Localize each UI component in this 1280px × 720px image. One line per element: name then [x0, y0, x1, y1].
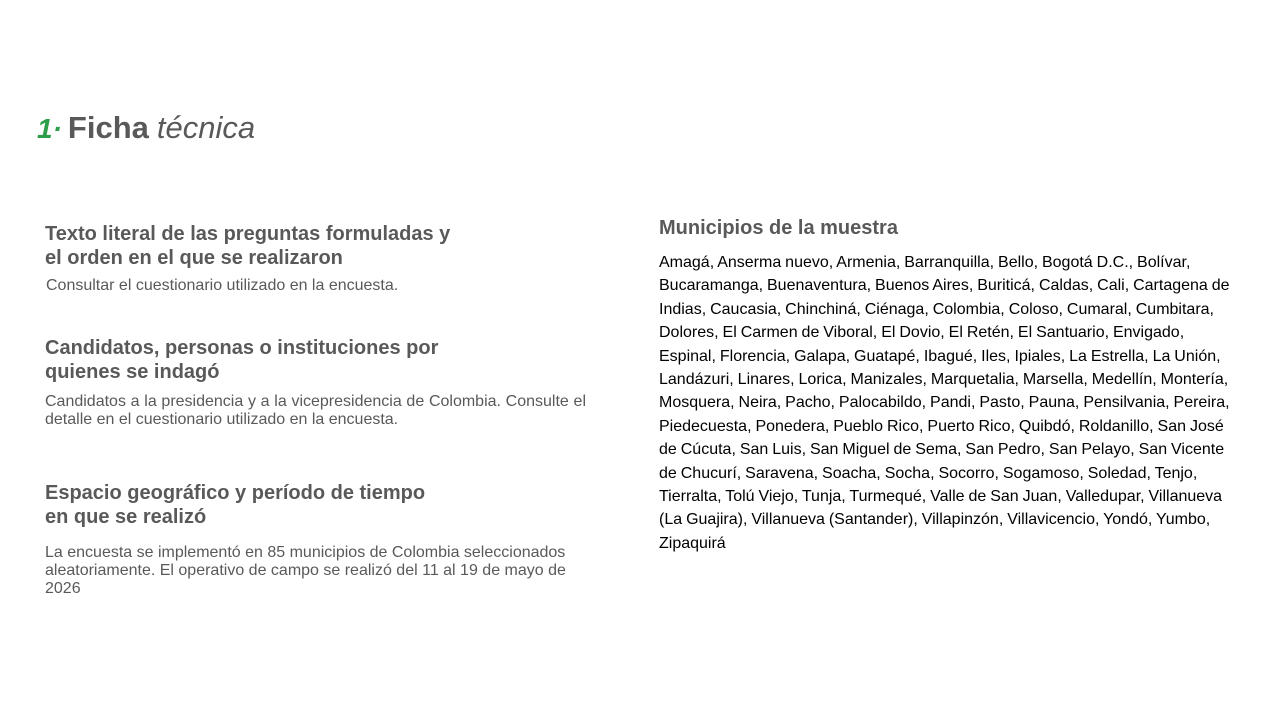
municipios-list: Amagá, Anserma nuevo, Armenia, Barranquilla, Bello, Bogotá D.C., Bolívar, Bucaramanga, Buenaventura, Buenos Aires, Buriticá, Caldas, Cali, Cartagena de Indias, Caucasia, Chinchiná, Ciénaga, Colombia, Coloso, Cumaral, Cumbitara, Dolores, El Carmen de Viboral, El Dovio, El Retén, El Santuario, Envigado, Espinal, Florencia, Galapa, Guatapé, Ibagué, Iles, Ipiales, La Estrella, La Unión, Landázuri, Linares, Lorica, Manizales, Marquetalia, Marsella, Medellín, Montería, Mosquera, Neira, Pacho, Palocabildo, Pandi, Pasto, Pauna, Pensilvania, Pereira, Piedecuesta, Ponedera, Pueblo Rico, Puerto Rico, Quibdó, Roldanillo, San José de Cúcuta, San Luis, San Miguel de Sema, San Pedro, San Pelayo, San Vicente de Chucurí, Saravena, Soacha, Socha, Socorro, Sogamoso, Soledad, Tenjo, Tierralta, Tolú Viejo, Tunja, Turmequé, Valle de San Juan, Valledupar, Villanueva (La Guajira), Villanueva (Santander), Villapinzón, Villavicencio, Yondó, Yumbo, Zipaquirá: [659, 254, 1230, 552]
municipios-title: Municipios de la muestra: [659, 217, 898, 239]
section-title-line: Candidatos, personas o instituciones por: [45, 337, 439, 359]
section-title-line: en que se realizó: [45, 506, 207, 528]
page-title-italic: técnica: [156, 110, 256, 145]
section-espacio-geografico: [45, 481, 593, 598]
section-title-line: quienes se indagó: [45, 361, 220, 383]
section-title-line: Espacio geográfico y período de tiempo: [45, 482, 426, 504]
section-municipios: [659, 216, 1244, 555]
section-body: Consultar el cuestionario utilizado en la encuesta.: [46, 277, 399, 294]
page-title: [37, 110, 255, 154]
section-body: Candidatos a la presidencia y a la vicepresidencia de Colombia. Consulte el detalle en el cuestionario utilizado en la encuesta.: [45, 393, 586, 428]
section-title-line: Texto literal de las preguntas formuladas y: [45, 223, 451, 245]
section-number: 1·: [37, 113, 62, 144]
section-title-line: el orden en el que se realizaron: [45, 247, 343, 269]
section-body: La encuesta se implementó en 85 municipios de Colombia seleccionados aleatoriamente. El operativo de campo se realizó del 11 al 19 de mayo de 2026: [45, 544, 566, 597]
section-title: [45, 222, 593, 270]
section-preguntas: [45, 222, 593, 295]
section-title: [45, 336, 586, 384]
page-title-bold: Ficha: [67, 110, 149, 145]
section-candidatos: [45, 336, 586, 429]
section-title: [45, 481, 593, 529]
